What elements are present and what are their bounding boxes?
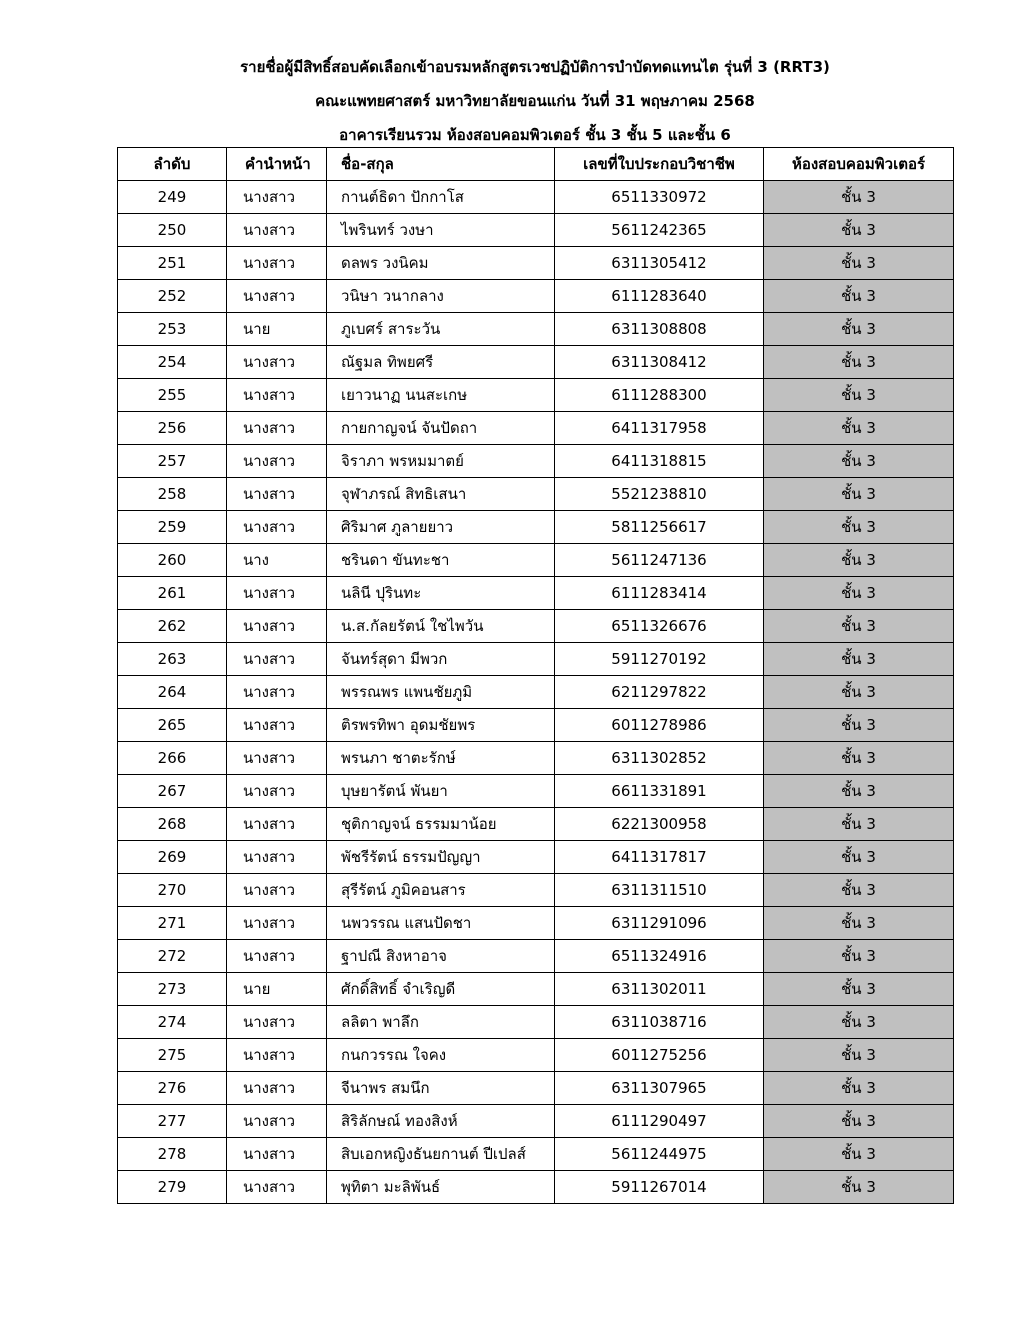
cell-title: นางสาว [227, 1006, 327, 1039]
cell-name: กนกวรรณ ใจคง [327, 1039, 555, 1072]
cell-exam-room: ชั้น 3 [764, 346, 954, 379]
cell-exam-room: ชั้น 3 [764, 544, 954, 577]
cell-license-number: 6311308808 [555, 313, 764, 346]
cell-exam-room: ชั้น 3 [764, 1072, 954, 1105]
cell-title: นางสาว [227, 742, 327, 775]
cell-license-number: 6311302852 [555, 742, 764, 775]
cell-exam-room: ชั้น 3 [764, 478, 954, 511]
cell-name: นลินี ปุรินทะ [327, 577, 555, 610]
cell-order: 255 [118, 379, 227, 412]
cell-order: 258 [118, 478, 227, 511]
table-row [118, 1072, 954, 1105]
cell-title: นางสาว [227, 676, 327, 709]
cell-title: นางสาว [227, 940, 327, 973]
cell-license-number: 6111283640 [555, 280, 764, 313]
cell-order: 259 [118, 511, 227, 544]
cell-name: จุฬาภรณ์ สิทธิเสนา [327, 478, 555, 511]
table-row [118, 577, 954, 610]
cell-order: 254 [118, 346, 227, 379]
table-row [118, 742, 954, 775]
cell-title: นางสาว [227, 1072, 327, 1105]
table-row [118, 841, 954, 874]
cell-license-number: 6511324916 [555, 940, 764, 973]
document-subtitle-venue-date: คณะแพทยศาสตร์ มหาวิทยาลัยขอนแก่น วันที่ 31 พฤษภาคม 2568 [315, 92, 755, 110]
cell-exam-room: ชั้น 3 [764, 577, 954, 610]
cell-exam-room: ชั้น 3 [764, 907, 954, 940]
table-row [118, 379, 954, 412]
cell-license-number: 6311302011 [555, 973, 764, 1006]
cell-name: ชุติกาญจน์ ธรรมมาน้อย [327, 808, 555, 841]
cell-exam-room: ชั้น 3 [764, 1171, 954, 1204]
cell-title: นางสาว [227, 841, 327, 874]
cell-license-number: 5611244975 [555, 1138, 764, 1171]
cell-license-number: 6111290497 [555, 1105, 764, 1138]
cell-exam-room: ชั้น 3 [764, 808, 954, 841]
table-row [118, 412, 954, 445]
column-header-order: ลำดับ [118, 148, 227, 181]
cell-order: 269 [118, 841, 227, 874]
cell-license-number: 6211297822 [555, 676, 764, 709]
cell-exam-room: ชั้น 3 [764, 313, 954, 346]
column-header-license: เลขที่ใบประกอบวิชาชีพ [555, 148, 764, 181]
cell-name: นพวรรณ แสนปัดชา [327, 907, 555, 940]
cell-exam-room: ชั้น 3 [764, 1039, 954, 1072]
document-header [0, 50, 1020, 152]
table-row [118, 247, 954, 280]
cell-title: นางสาว [227, 280, 327, 313]
cell-order: 249 [118, 181, 227, 214]
cell-name: ศักดิ์สิทธิ์ จำเริญดี [327, 973, 555, 1006]
cell-title: นางสาว [227, 247, 327, 280]
cell-order: 274 [118, 1006, 227, 1039]
cell-order: 267 [118, 775, 227, 808]
cell-exam-room: ชั้น 3 [764, 247, 954, 280]
cell-license-number: 6411317817 [555, 841, 764, 874]
cell-title: นางสาว [227, 346, 327, 379]
cell-exam-room: ชั้น 3 [764, 511, 954, 544]
cell-order: 250 [118, 214, 227, 247]
cell-exam-room: ชั้น 3 [764, 841, 954, 874]
table-row [118, 445, 954, 478]
cell-license-number: 5521238810 [555, 478, 764, 511]
cell-order: 271 [118, 907, 227, 940]
cell-exam-room: ชั้น 3 [764, 775, 954, 808]
document-subtitle-room: อาคารเรียนรวม ห้องสอบคอมพิวเตอร์ ชั้น 3 ชั้น 5 และชั้น 6 [339, 126, 731, 144]
cell-title: นางสาว [227, 610, 327, 643]
cell-title: นาง [227, 544, 327, 577]
cell-name: สิบเอกหญิงธันยกานต์ ปีเปลส์ [327, 1138, 555, 1171]
table-row [118, 1105, 954, 1138]
cell-title: นางสาว [227, 1039, 327, 1072]
column-header-room: ห้องสอบคอมพิวเตอร์ [764, 148, 954, 181]
cell-name: ไพรินทร์ วงษา [327, 214, 555, 247]
cell-name: เยาวนาฏ นนสะเกษ [327, 379, 555, 412]
cell-order: 262 [118, 610, 227, 643]
cell-title: นางสาว [227, 907, 327, 940]
table-row [118, 346, 954, 379]
cell-title: นางสาว [227, 775, 327, 808]
cell-name: ภูเบศร์ สาระวัน [327, 313, 555, 346]
cell-license-number: 6311038716 [555, 1006, 764, 1039]
cell-order: 264 [118, 676, 227, 709]
cell-exam-room: ชั้น 3 [764, 676, 954, 709]
column-header-title: คำนำหน้า [227, 148, 327, 181]
cell-exam-room: ชั้น 3 [764, 1006, 954, 1039]
cell-title: นางสาว [227, 379, 327, 412]
cell-exam-room: ชั้น 3 [764, 973, 954, 1006]
cell-exam-room: ชั้น 3 [764, 181, 954, 214]
cell-order: 263 [118, 643, 227, 676]
cell-order: 270 [118, 874, 227, 907]
table-row [118, 643, 954, 676]
cell-name: น.ส.กัลยรัตน์ ใชไพวัน [327, 610, 555, 643]
cell-order: 277 [118, 1105, 227, 1138]
cell-name: ศิริมาศ ภูลายยาว [327, 511, 555, 544]
cell-order: 275 [118, 1039, 227, 1072]
cell-name: วนิษา วนากลาง [327, 280, 555, 313]
cell-license-number: 6111288300 [555, 379, 764, 412]
cell-title: นางสาว [227, 643, 327, 676]
cell-order: 278 [118, 1138, 227, 1171]
cell-exam-room: ชั้น 3 [764, 379, 954, 412]
table-row [118, 709, 954, 742]
cell-order: 256 [118, 412, 227, 445]
cell-order: 268 [118, 808, 227, 841]
cell-license-number: 6311308412 [555, 346, 764, 379]
cell-name: พรนภา ชาตะรักษ์ [327, 742, 555, 775]
cell-license-number: 6511330972 [555, 181, 764, 214]
cell-exam-room: ชั้น 3 [764, 940, 954, 973]
cell-license-number: 6111283414 [555, 577, 764, 610]
cell-order: 276 [118, 1072, 227, 1105]
cell-exam-room: ชั้น 3 [764, 643, 954, 676]
cell-title: นางสาว [227, 709, 327, 742]
cell-exam-room: ชั้น 3 [764, 709, 954, 742]
cell-name: จันทร์สุดา มีพวก [327, 643, 555, 676]
cell-title: นาย [227, 973, 327, 1006]
examinee-table [117, 147, 954, 1204]
table-row [118, 973, 954, 1006]
cell-order: 257 [118, 445, 227, 478]
table-row [118, 544, 954, 577]
cell-order: 251 [118, 247, 227, 280]
table-row [118, 181, 954, 214]
table-header-row [118, 148, 954, 181]
cell-order: 253 [118, 313, 227, 346]
cell-license-number: 6311307965 [555, 1072, 764, 1105]
table-row [118, 610, 954, 643]
cell-order: 279 [118, 1171, 227, 1204]
cell-exam-room: ชั้น 3 [764, 445, 954, 478]
column-header-name: ชื่อ-สกุล [327, 148, 555, 181]
cell-name: พัชรีรัตน์ ธรรมปัญญา [327, 841, 555, 874]
cell-name: บุษยารัตน์ พันยา [327, 775, 555, 808]
cell-name: ดลพร วงนิคม [327, 247, 555, 280]
cell-title: นางสาว [227, 874, 327, 907]
cell-name: จีนาพร สมนึก [327, 1072, 555, 1105]
table-row [118, 313, 954, 346]
cell-exam-room: ชั้น 3 [764, 280, 954, 313]
cell-license-number: 5611242365 [555, 214, 764, 247]
cell-exam-room: ชั้น 3 [764, 874, 954, 907]
cell-name: กายกาญจน์ จันปัดถา [327, 412, 555, 445]
cell-title: นางสาว [227, 478, 327, 511]
cell-title: นางสาว [227, 412, 327, 445]
cell-title: นางสาว [227, 445, 327, 478]
cell-name: พุทิตา มะลิพันธ์ [327, 1171, 555, 1204]
table-row [118, 1171, 954, 1204]
cell-name: สิริลักษณ์ ทองสิงห์ [327, 1105, 555, 1138]
cell-order: 252 [118, 280, 227, 313]
cell-license-number: 6311305412 [555, 247, 764, 280]
cell-title: นางสาว [227, 214, 327, 247]
cell-title: นางสาว [227, 808, 327, 841]
cell-license-number: 6611331891 [555, 775, 764, 808]
table-row [118, 214, 954, 247]
cell-name: ฐาปณี สิงหาอาจ [327, 940, 555, 973]
cell-name: ติรพรทิพา อุดมชัยพร [327, 709, 555, 742]
table-row [118, 676, 954, 709]
cell-title: นางสาว [227, 1105, 327, 1138]
cell-exam-room: ชั้น 3 [764, 610, 954, 643]
cell-order: 272 [118, 940, 227, 973]
cell-license-number: 6311291096 [555, 907, 764, 940]
cell-name: กานต์ธิดา ปักกาโส [327, 181, 555, 214]
cell-name: พรรณพร แพนชัยภูมิ [327, 676, 555, 709]
table-row [118, 775, 954, 808]
cell-exam-room: ชั้น 3 [764, 1105, 954, 1138]
table-row [118, 280, 954, 313]
cell-title: นางสาว [227, 577, 327, 610]
table-row [118, 1138, 954, 1171]
cell-license-number: 6011275256 [555, 1039, 764, 1072]
table-row [118, 808, 954, 841]
cell-name: สุรีรัตน์ ภูมิคอนสาร [327, 874, 555, 907]
cell-order: 265 [118, 709, 227, 742]
table-row [118, 1039, 954, 1072]
cell-license-number: 5811256617 [555, 511, 764, 544]
cell-name: ชรินดา ขันทะชา [327, 544, 555, 577]
cell-title: นางสาว [227, 1138, 327, 1171]
cell-license-number: 6411318815 [555, 445, 764, 478]
cell-license-number: 5611247136 [555, 544, 764, 577]
cell-exam-room: ชั้น 3 [764, 742, 954, 775]
table-row [118, 511, 954, 544]
cell-name: ลลิตา พาลึก [327, 1006, 555, 1039]
cell-license-number: 6011278986 [555, 709, 764, 742]
cell-title: นางสาว [227, 511, 327, 544]
cell-title: นางสาว [227, 181, 327, 214]
cell-exam-room: ชั้น 3 [764, 214, 954, 247]
cell-name: ณัฐมล ทิพยศรี [327, 346, 555, 379]
table-row [118, 940, 954, 973]
table-row [118, 907, 954, 940]
cell-title: นาย [227, 313, 327, 346]
table-body [118, 181, 954, 1204]
cell-order: 261 [118, 577, 227, 610]
cell-exam-room: ชั้น 3 [764, 1138, 954, 1171]
table-row [118, 874, 954, 907]
cell-exam-room: ชั้น 3 [764, 412, 954, 445]
table-row [118, 1006, 954, 1039]
cell-license-number: 5911267014 [555, 1171, 764, 1204]
cell-order: 260 [118, 544, 227, 577]
document-title: รายชื่อผู้มีสิทธิ์สอบคัดเลือกเข้าอบรมหลักสูตรเวชปฏิบัติการบำบัดทดแทนไต รุ่นที่ 3 (RRT3) [240, 58, 830, 76]
cell-license-number: 5911270192 [555, 643, 764, 676]
cell-order: 273 [118, 973, 227, 1006]
cell-name: จิราภา พรหมมาตย์ [327, 445, 555, 478]
cell-order: 266 [118, 742, 227, 775]
table-row [118, 478, 954, 511]
cell-title: นางสาว [227, 1171, 327, 1204]
cell-license-number: 6221300958 [555, 808, 764, 841]
cell-license-number: 6511326676 [555, 610, 764, 643]
cell-license-number: 6411317958 [555, 412, 764, 445]
cell-license-number: 6311311510 [555, 874, 764, 907]
